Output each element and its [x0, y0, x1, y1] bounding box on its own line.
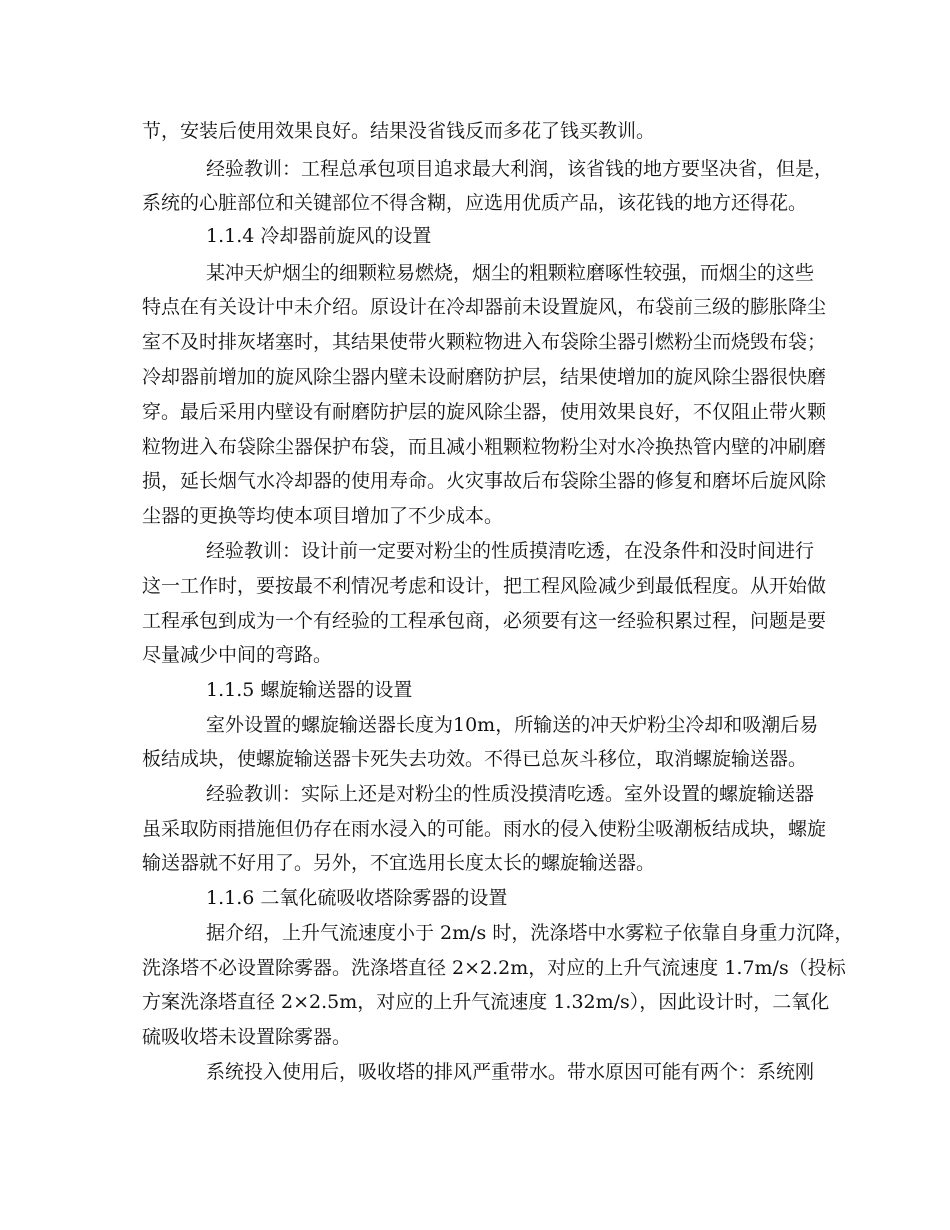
text-line: 节，安装后使用效果良好。结果没省钱反而多花了钱买教训。 — [142, 120, 656, 142]
section-heading: 1.1.4 冷却器前旋风的设置 — [206, 225, 432, 247]
text-line: 某冲天炉烟尘的细颗粒易燃烧，烟尘的粗颗粒磨啄性较强，而烟尘的这些 — [206, 262, 815, 284]
text-line: 这一工作时，要按最不利情况考虑和设计，把工程风险减少到最低程度。从开始做 — [142, 575, 827, 597]
text-line: 方案洗涤塔直径 2×2.5m，对应的上升气流速度 1.32m/s），因此设计时，二氧化 — [142, 991, 830, 1013]
text-line: 系统的心脏部位和关键部位不得含糊，应选用优质产品，该花钱的地方还得花。 — [142, 192, 808, 214]
text-line: 虽采取防雨措施但仍存在雨水浸入的可能。雨水的侵入使粉尘吸潮板结成块，螺旋 — [142, 818, 827, 840]
text-line: 穿。最后采用内壁设有耐磨防护层的旋风除尘器，使用效果良好，不仅阻止带火颗 — [142, 401, 827, 423]
text-line: 室不及时排灰堵塞时，其结果使带火颗粒物进入布袋除尘器引燃粉尘而烧毁布袋； — [142, 331, 827, 353]
text-line: 硫吸收塔未设置除雾器。 — [142, 1026, 352, 1048]
text-line: 尽量减少中间的弯路。 — [142, 644, 333, 666]
text-line: 经验教训：设计前一定要对粉尘的性质摸清吃透，在没条件和没时间进行 — [206, 540, 815, 562]
text-line: 冷却器前增加的旋风除尘器内壁未设耐磨防护层，结果使增加的旋风除尘器很快磨 — [142, 366, 827, 388]
text-line: 特点在有关设计中未介绍。原设计在冷却器前未设置旋风，布袋前三级的膨胀降尘 — [142, 296, 827, 318]
text-line: 经验教训：实际上还是对粉尘的性质没摸清吃透。室外设置的螺旋输送器 — [206, 783, 815, 805]
text-line: 粒物进入布袋除尘器保护布袋，而且减小粗颗粒物粉尘对水冷换热管内壁的冲刷磨 — [142, 436, 827, 458]
text-line: 据介绍，上升气流速度小于 2m/s 时，洗涤塔中水雾粒子依靠自身重力沉降， — [206, 922, 854, 944]
text-line: 尘器的更换等均使本项目增加了不少成本。 — [142, 505, 504, 527]
section-heading: 1.1.5 螺旋输送器的设置 — [206, 679, 413, 701]
text-line: 洗涤塔不必设置除雾器。洗涤塔直径 2×2.2m，对应的上升气流速度 1.7m/s（投标 — [142, 957, 846, 979]
text-line: 工程承包到成为一个有经验的工程承包商，必须要有这一经验积累过程，问题是要 — [142, 610, 827, 632]
text-line: 板结成块，使螺旋输送器卡死失去功效。不得已总灰斗移位，取消螺旋输送器。 — [142, 748, 808, 770]
text-line: 经验教训：工程总承包项目追求最大利润，该省钱的地方要坚决省，但是， — [206, 158, 834, 180]
text-line: 系统投入使用后，吸收塔的排风严重带水。带水原因可能有两个：系统刚 — [206, 1061, 815, 1083]
text-line: 损，延长烟气水冷却器的使用寿命。火灾事故后布袋除尘器的修复和磨坏后旋风除 — [142, 470, 827, 492]
section-heading: 1.1.6 二氧化硫吸收塔除雾器的设置 — [206, 887, 508, 909]
text-line: 输送器就不好用了。另外，不宜选用长度太长的螺旋输送器。 — [142, 852, 656, 874]
text-line: 室外设置的螺旋输送器长度为10m，所输送的冲天炉粉尘冷却和吸潮后易 — [206, 714, 819, 736]
